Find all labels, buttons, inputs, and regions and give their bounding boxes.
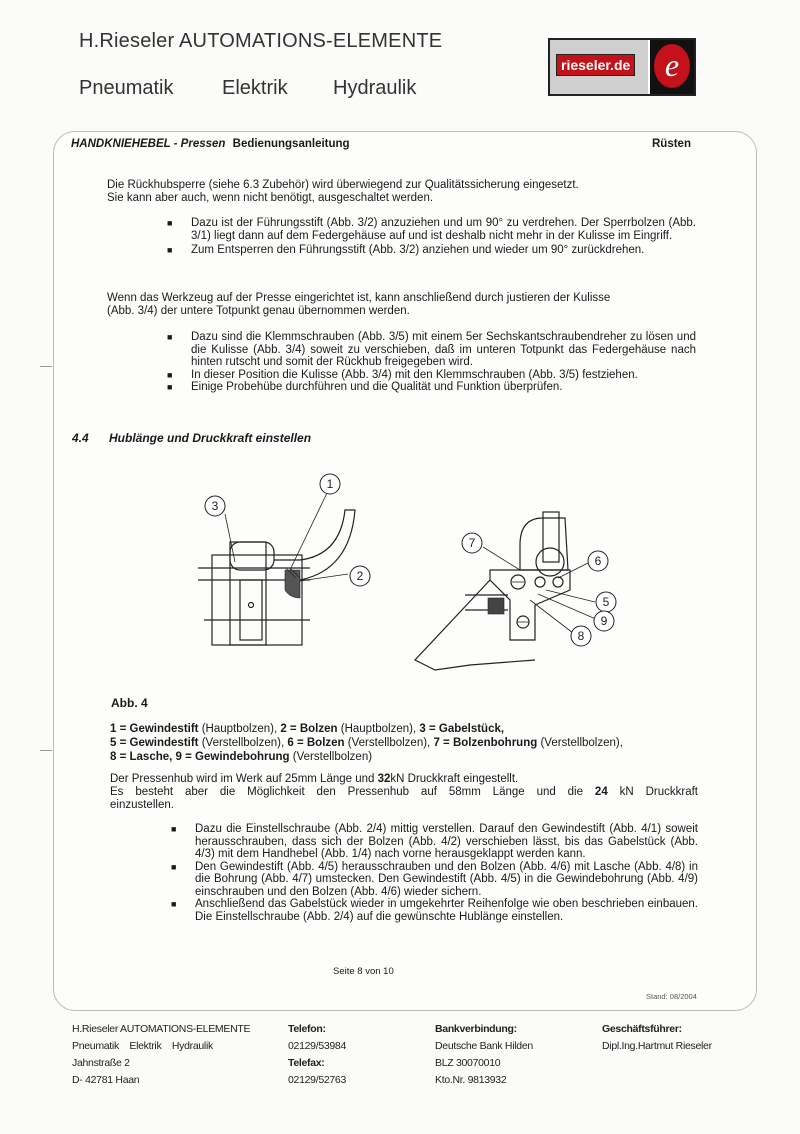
intro-paragraph <box>107 179 707 205</box>
category-elektrik: Elektrik <box>222 77 288 99</box>
legend-desc: (Verstellbolzen), <box>201 737 288 749</box>
page-number: Seite 8 von 10 <box>333 966 394 977</box>
list-item-text: Dazu die Einstellschraube (Abb. 2/4) mittig verstellen. Darauf den Gewindestift (Abb. 4/1) soweit herausschrauben, dass sich der Bolzen (Abb. 4/2) verschieben lässt, bis das Gabelstück (Abb. 4/3) mit dem Handhebel (Abb. 1/4) nach vorne herausgeklappt werden kann. <box>195 823 698 860</box>
list-item <box>167 368 696 382</box>
footer-line: H.Rieseler AUTOMATIONS-ELEMENTE <box>72 1023 251 1035</box>
company-name: H.Rieseler AUTOMATIONS-ELEMENTE <box>79 30 443 52</box>
legend-desc: (Hauptbolzen), <box>201 723 281 735</box>
bullet-icon: ■ <box>167 369 173 380</box>
list-item <box>167 217 696 242</box>
doc-title-main: HANDKNIEHEBEL - Pressen <box>71 138 226 150</box>
paragraph-line: Wenn das Werkzeug auf der Presse eingerichtet ist, kann anschließend durch justieren der Kulisse <box>107 292 611 304</box>
legend-desc: (Hauptbolzen), <box>340 723 420 735</box>
svg-text:3: 3 <box>211 499 219 513</box>
legend-desc: (Verstellbolzen), <box>347 737 434 749</box>
list-item <box>167 244 696 257</box>
section-number: 4.4 <box>72 431 89 445</box>
logo-e-icon: e <box>654 44 690 88</box>
callout-6 <box>588 551 608 571</box>
bullet-icon: ■ <box>171 861 177 872</box>
category-pneumatik: Pneumatik <box>79 77 174 99</box>
svg-text:2: 2 <box>356 569 364 583</box>
category-hydraulik: Hydraulik <box>333 77 417 99</box>
stand-date: Stand: 08/2004 <box>646 992 697 1001</box>
bullet-icon: ■ <box>167 382 173 392</box>
legend-line <box>110 736 710 750</box>
list-item <box>171 898 698 923</box>
legend-term: 9 = Gewindebohrung <box>175 751 290 763</box>
footer-line: Pneumatik Elektrik Hydraulik <box>72 1040 213 1052</box>
section-title: Hublänge und Druckkraft einstellen <box>109 431 312 445</box>
legend-term: 7 = Bolzenbohrung <box>433 737 538 749</box>
section-tag: Rüsten <box>652 138 691 150</box>
logo-text: rieseler.de <box>556 54 635 76</box>
bullet-icon: ■ <box>171 899 177 909</box>
list-item <box>171 823 698 861</box>
figure-legend <box>110 722 710 764</box>
footer-bank <box>435 1021 533 1089</box>
list-item <box>167 381 696 394</box>
legend-desc: (Verstellbolzen), <box>537 737 623 749</box>
callout-7 <box>462 533 482 553</box>
doc-title-sub: Bedienungsanleitung <box>232 138 350 150</box>
svg-text:5: 5 <box>602 595 610 609</box>
list-item-text: Einige Probehübe durchführen und die Qualität und Funktion überprüfen. <box>191 381 563 393</box>
list-item-text: In dieser Position die Kulisse (Abb. 3/4) mit den Klemmschrauben (Abb. 3/5) festziehen. <box>191 368 638 381</box>
paragraph-line: Der Pressenhub wird im Werk auf 25mm Länge und 32kN Druckkraft eingestellt. <box>110 773 519 785</box>
technical-drawing <box>190 470 630 680</box>
list-item-text: Zum Entsperren den Führungsstift (Abb. 3/2) anziehen und wieder um 90° zurückdrehen. <box>191 244 645 256</box>
list-item-text: Dazu sind die Klemmschrauben (Abb. 3/5) mit einem 5er Sechskantschraubendreher zu lösen und die Kulisse (Abb. 3/4) soweit zu verschieben, daß im unteren Totpunkt das Federgehäuse nach hinten rutscht und somit der Rückhub freigegeben wird. <box>191 331 696 368</box>
callout-2 <box>350 566 370 586</box>
footer-line: BLZ 30070010 <box>435 1057 501 1069</box>
footer-label: Bankverbindung: <box>435 1023 517 1035</box>
intro-line: Sie kann aber auch, wenn nicht benötigt, ausgeschaltet werden. <box>107 192 434 204</box>
svg-text:7: 7 <box>468 536 476 550</box>
list-item <box>167 331 696 369</box>
svg-text:1: 1 <box>326 477 334 491</box>
margin-tick <box>40 366 52 367</box>
callout-5 <box>596 592 616 612</box>
legend-term: 1 = Gewindestift <box>110 723 199 735</box>
paragraph-3 <box>110 773 698 812</box>
footer-phone <box>288 1021 346 1089</box>
paragraph-line: Es besteht aber die Möglichkeit den Pressenhub auf 58mm Länge und die 24 kN Druckkraft <box>110 786 698 798</box>
bullet-icon: ■ <box>167 218 173 228</box>
legend-line <box>110 750 710 764</box>
legend-term: 3 = Gabelstück, <box>419 723 505 735</box>
bullet-icon: ■ <box>167 245 173 255</box>
callout-9 <box>594 611 614 631</box>
svg-text:8: 8 <box>577 629 585 643</box>
list-item-text: Den Gewindestift (Abb. 4/5) herausschrauben und den Bolzen (Abb. 4/6) mit Lasche (Abb. 4/8) in die Bohrung (Abb. 4/7) umstecken. Den Gewindestift (Abb. 4/5) in die Gewindebohrung (Abb. 4/9) einschrauben und den Bolzen (Abb. 4/6) wieder sichern. <box>195 860 698 898</box>
callout-3 <box>205 496 225 516</box>
bullet-list-2 <box>167 331 696 394</box>
company-logo <box>548 38 696 96</box>
bullet-icon: ■ <box>167 332 173 342</box>
callout-8 <box>571 626 591 646</box>
list-item-text: Anschließend das Gabelstück wieder in umgekehrter Reihenfolge wie oben beschrieben einbauen. Die Einstellschraube (Abb. 2/4) auf die gewünschte Hublänge einstellen. <box>195 898 698 923</box>
paragraph-line: (Abb. 3/4) der untere Totpunkt genau übernommen werden. <box>107 305 410 317</box>
intro-line: Die Rückhubsperre (siehe 6.3 Zubehör) wird überwiegend zur Qualitätssicherung eingesetzt. <box>107 179 579 191</box>
bullet-list-1 <box>167 217 696 257</box>
footer-manager <box>602 1021 712 1055</box>
list-item-text: Dazu ist der Führungsstift (Abb. 3/2) anzuziehen und um 90° zu verdrehen. Der Sperrbolzen (Abb. 3/1) liegt dann auf dem Federgehäuse auf und ist deshalb nicht mehr in der Kulisse im Eingriff. <box>191 217 696 242</box>
footer-label: Geschäftsführer: <box>602 1023 682 1035</box>
margin-tick <box>40 750 52 751</box>
footer-line: Deutsche Bank Hilden <box>435 1040 533 1052</box>
footer-address <box>72 1021 250 1089</box>
footer-line: Jahnstraße 2 <box>72 1057 130 1069</box>
doc-title <box>71 138 350 150</box>
list-item <box>171 860 698 899</box>
footer-line: Kto.Nr. 9813932 <box>435 1074 507 1086</box>
footer-line: 02129/52763 <box>288 1074 347 1086</box>
figure-caption: Abb. 4 <box>111 696 148 710</box>
legend-term: 5 = Gewindestift <box>110 737 199 749</box>
paragraph-line: einzustellen. <box>110 799 174 811</box>
callout-1 <box>320 474 340 494</box>
svg-text:9: 9 <box>600 614 608 628</box>
logo-right-panel <box>650 40 694 94</box>
footer-label: Telefax: <box>288 1057 325 1069</box>
footer-line: 02129/53984 <box>288 1040 347 1052</box>
legend-desc: (Verstellbolzen) <box>289 751 373 763</box>
legend-term: 8 = Lasche, <box>110 751 176 763</box>
footer-line: D- 42781 Haan <box>72 1074 140 1086</box>
bullet-icon: ■ <box>171 824 177 834</box>
footer-label: Telefon: <box>288 1023 326 1035</box>
legend-term: 2 = Bolzen <box>280 723 338 735</box>
svg-text:6: 6 <box>594 554 602 568</box>
logo-left-panel <box>550 40 648 94</box>
bullet-list-3 <box>171 823 698 923</box>
paragraph-2 <box>107 292 707 318</box>
legend-line <box>110 722 710 736</box>
legend-term: 6 = Bolzen <box>287 737 345 749</box>
footer-line: Dipl.Ing.Hartmut Rieseler <box>602 1040 712 1052</box>
